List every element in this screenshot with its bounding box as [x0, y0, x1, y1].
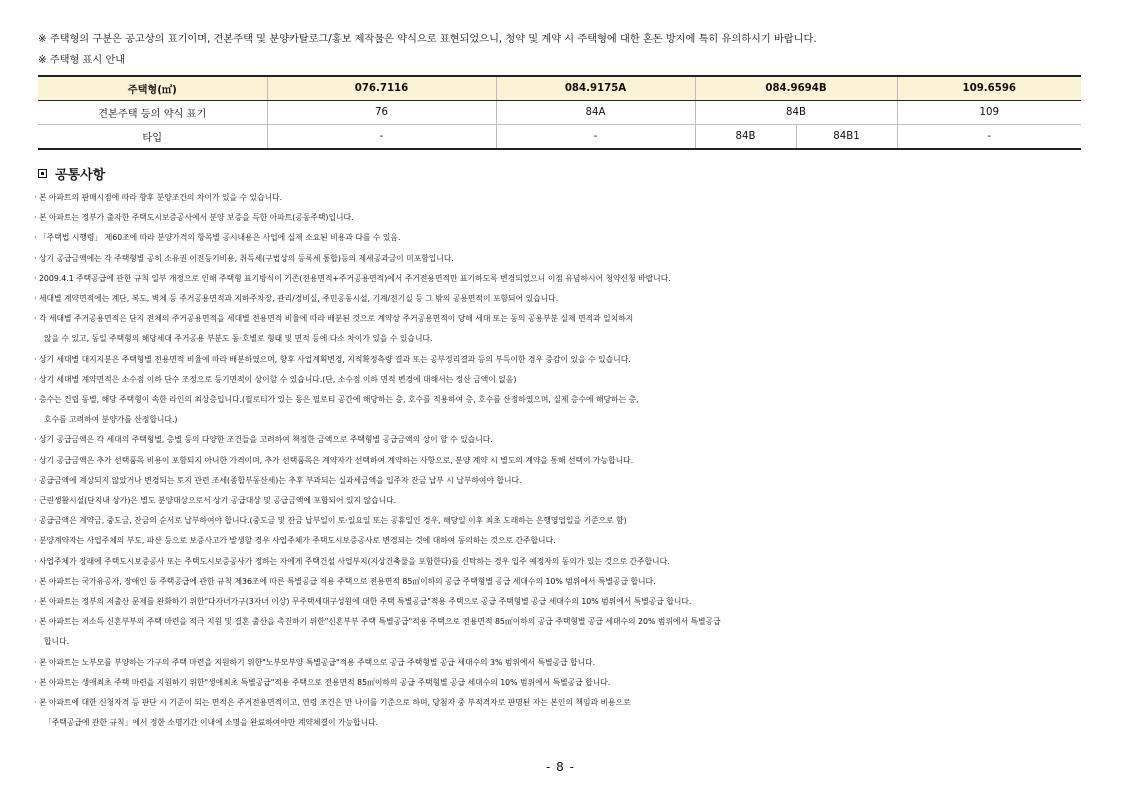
notice-line: ※ 주택형 표시 안내 [38, 55, 126, 66]
list-item-text: · 본 아파트에 대한 신청자격 등 판단 시 기준이 되는 면적은 주거전용면적이고, 연령 조건은 만 나이를 기준으로 하며, 당첨자 중 부적격자로 판명된 자는 본인의 책임과 비용으로 [34, 698, 631, 708]
table-header-row [38, 76, 1081, 101]
list-item-continuation: 합니다. [44, 637, 70, 647]
list-item [34, 673, 1094, 693]
list-item-text: · 상기 세대별 대지지분은 주택형별 전용면적 비율에 따라 배분하였으며, 향후 사업계획변경, 지적확정측량 결과 또는 공부정리결과 등의 부득이한 경우 증감이 있을 수 있습니다. [34, 354, 631, 364]
list-item [34, 491, 1094, 511]
list-item [34, 430, 1094, 450]
list-item-text: · 세대별 계약면적에는 계단, 복도, 벽체 등 주거공용면적과 지하주차장, 관리/경비실, 주민공동시설, 기계/전기실 등 그 밖의 공용면적이 포함되어 있습니다. [34, 294, 559, 304]
notice-line: ※ 주택형의 구분은 공고상의 표기이며, 견본주택 및 분양카탈로그/홍보 제작물은 약식으로 표현되었으니, 청약 및 계약 시 주택형에 대한 혼돈 방지에 특히 유의하시기 바랍니다. [38, 34, 817, 45]
list-item-text: · 상기 공급금액에는 각 주택형별 공히 소유권 이전등기비용, 취득세(구법상의 등록세 통합)등의 제세공과금이 미포함입니다. [34, 253, 454, 263]
table-cell: 84A [496, 101, 695, 125]
list-item [34, 572, 1094, 592]
table-cell: 76 [267, 101, 496, 125]
list-item [34, 289, 1094, 309]
table-cell: 84B [695, 125, 796, 150]
list-item-text: · 본 아파트는 저소득 신혼부부의 주택 마련을 적극 지원 및 결혼 출산을 촉진하기 위한"신혼부부 주택 특별공급"적용 주택으로 전용면적 85㎡이하의 공급 주택형별 공급 세대수의 20% 범위에서 특별공급 [34, 617, 721, 627]
list-item-text: · 공급금액에 계상되지 않았거나 변경되는 토지 관련 조세(종합부동산세)는 추후 부과되는 실과세금액을 입주자 잔금 납부 시 납부하여야 합니다. [34, 475, 522, 485]
list-item-text: · 2009.4.1 주택공급에 관한 규칙 일부 개정으로 인해 주택형 표기방식이 기존(전용면적+주거공용면적)에서 주거전용면적만 표기하도록 변경되었으니 이점 유념하시어 청약신청 바랍니다. [34, 273, 671, 283]
square-bullet-icon [38, 169, 47, 178]
table-header-cell: 109.6596 [897, 76, 1081, 101]
table-cell: 109 [897, 101, 1081, 125]
row-label: 타입 [38, 125, 267, 150]
list-item-text: · 상기 공급금액은 각 세대의 주택형별, 층별 등의 다양한 조건들을 고려하여 책정한 금액으로 주택형별 공급금액의 상이 할 수 있습니다. [34, 435, 493, 445]
list-item-text: · 분양계약자는 사업주체의 부도, 파산 등으로 보증사고가 발생할 경우 사업주체가 주택도시보증공사로 변경되는 것에 대하여 동의하는 것으로 간주합니다. [34, 536, 556, 546]
list-item-text: · 각 세대별 주거공용면적은 단지 전체의 주거공용면적을 세대별 전용면적 비율에 따라 배분된 것으로 계약상 주거공용면적이 당해 세대 또는 동의 공용부분 실제 면적과 일치하지 [34, 314, 634, 324]
list-item [34, 531, 1094, 551]
list-item-text: · 공급금액은 계약금, 중도금, 잔금의 순서로 납부하여야 합니다.(중도금 및 잔금 납부일이 토·일요일 또는 공휴일인 경우, 해당일 이후 최초 도래하는 은행영업일을 기준으로 함) [34, 516, 627, 526]
section-title: 공통사항 [55, 168, 106, 183]
list-item-continuation: 호수를 고려하여 분양가를 산정합니다.) [44, 415, 178, 425]
list-item [34, 552, 1094, 572]
list-item [34, 693, 1094, 733]
notes [38, 31, 817, 73]
row-label: 견본주택 등의 약식 표기 [38, 101, 267, 125]
table-header-cell: 주택형(㎡) [38, 76, 267, 101]
list-item-text: · 상기 공급금액은 추가 선택품목 비용이 포함되지 아니한 가격이며, 추가 선택품목은 계약자가 선택하여 계약하는 사항으로, 분양 계약 시 별도의 계약을 통해 선택이 가능합니다. [34, 455, 634, 465]
list-item-continuation: 않을 수 있고, 동일 주택형의 해당세대 주거공용 부분도 동·호별로 형태 및 면적 등에 다소 차이가 있을 수 있습니다. [44, 334, 433, 344]
list-item [34, 208, 1094, 228]
list-item-continuation: 「주택공급에 관한 규칙」에서 정한 소명기간 이내에 소명을 완료하여야만 계약체결이 가능합니다. [44, 718, 379, 728]
list-item [34, 592, 1094, 612]
list-item [34, 249, 1094, 269]
list-item [34, 653, 1094, 673]
list-item [34, 390, 1094, 430]
list-item [34, 471, 1094, 491]
list-item [34, 228, 1094, 248]
table-cell: 84B [695, 101, 897, 125]
table-cell: - [496, 125, 695, 150]
page-number: - 8 - [546, 760, 575, 774]
type-table [38, 75, 1081, 150]
list-item [34, 269, 1094, 289]
table-row [38, 125, 1081, 150]
table-cell: 84B1 [796, 125, 897, 150]
common-items-list [34, 188, 1094, 733]
table-header-cell: 084.9694B [695, 76, 897, 101]
list-item-text: · 층수는 건립 동별, 해당 주택형이 속한 라인의 최상층입니다.(필로티가 있는 동은 필로티 공간에 해당하는 층, 호수를 적용하여 층, 호수를 산정하였으며, 실제 층수에 해당하는 층, [34, 395, 639, 405]
table-row [38, 101, 1081, 125]
table-cell: - [267, 125, 496, 150]
section-heading [38, 164, 105, 183]
list-item [34, 309, 1094, 349]
list-item-text: · 상기 세대별 계약면적은 소수점 이하 단수 조정으로 등기면적이 상이할 수 있습니다.(단, 소수점 이하 면적 변경에 대해서는 정산 금액이 없음) [34, 374, 517, 384]
list-item-text: · 근린생활시설(단지내 상가)은 별도 분양대상으로서 상기 공급대상 및 공급금액에 포함되어 있지 않습니다. [34, 496, 397, 506]
list-item-text: · 본 아파트는 노부모를 부양하는 가구의 주택 마련을 지원하기 위한"노부모부양 특별공급"적용 주택으로 공급 주택형별 공급 세대수의 3% 범위에서 특별공급 합니다. [34, 657, 596, 667]
list-item-text: · 본 아파트는 생애최초 주택 마련을 지원하기 위한"생애최초 특별공급"적용 주택으로 전용면적 85㎡이하의 공급 주택형별 공급 세대수의 10% 범위에서 특별공급 합니다. [34, 677, 611, 687]
table-header-cell: 084.9175A [496, 76, 695, 101]
list-item-text: · 사업주체가 장래에 주택도시보증공사 또는 주택도시보증공사가 정하는 자에게 주택건설 사업부지(지상건축물을 포함한다)를 신탁하는 경우 입주 예정자의 동의가 있는 것으로 간주합니다. [34, 556, 670, 566]
list-item-text: · 「주택법 시행령」 제60조에 따라 분양가격의 항목별 공시내용은 사업에 실제 소요된 비용과 다를 수 있음. [34, 233, 401, 243]
list-item-text: · 본 아파트는 정부의 저출산 문제를 완화하기 위한"다자녀가구(3자녀 이상) 무주택세대구성원에 대한 주택 특별공급"적용 주택으로 공급 주택형별 공급 세대수의 10% 범위에서 특별공급 합니다. [34, 597, 692, 607]
list-item-text: · 본 아파트는 국가유공자, 장애인 등 주택공급에 관한 규칙 제36조에 따른 특별공급 적용 주택으로 전용면적 85㎡이하의 공급 주택형별 공급 세대수의 10% 범위에서 특별공급 합니다. [34, 576, 656, 586]
list-item [34, 511, 1094, 531]
list-item [34, 350, 1094, 370]
list-item [34, 188, 1094, 208]
list-item [34, 612, 1094, 652]
list-item [34, 451, 1094, 471]
table-cell: - [897, 125, 1081, 150]
list-item [34, 370, 1094, 390]
table-header-cell: 076.7116 [267, 76, 496, 101]
list-item-text: · 본 아파트의 판매시점에 따라 향후 분양조건의 차이가 있을 수 있습니다. [34, 193, 283, 202]
list-item-text: · 본 아파트는 정부가 출자한 주택도시보증공사에서 분양 보증을 득한 아파트(공동주택)입니다. [34, 213, 354, 223]
